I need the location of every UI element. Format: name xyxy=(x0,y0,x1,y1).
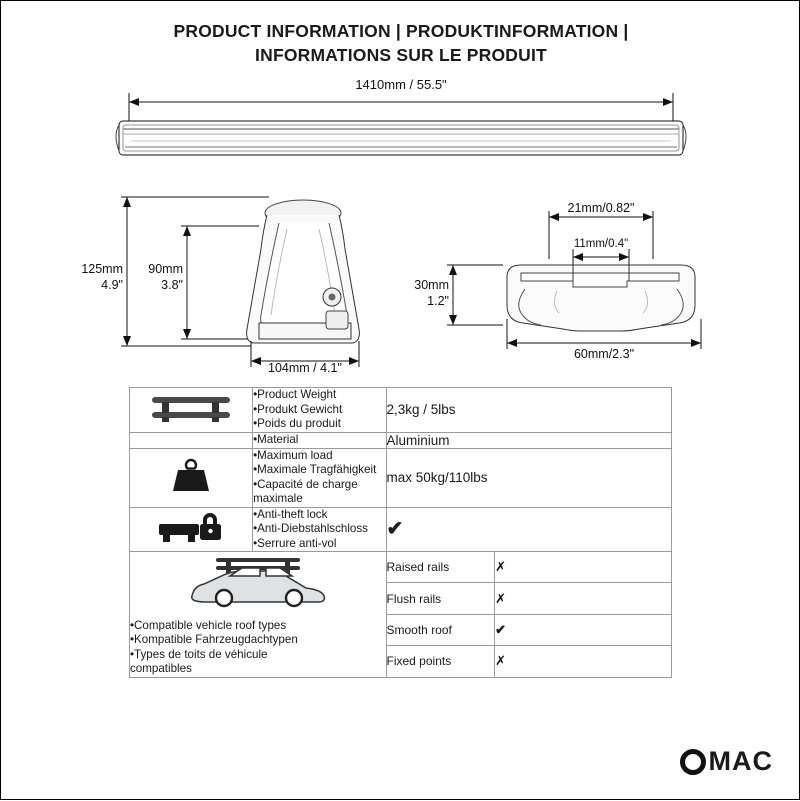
lock-icon xyxy=(130,507,253,552)
table-row xyxy=(130,432,672,448)
car-with-rack-icon xyxy=(178,552,338,608)
table-row xyxy=(130,388,672,433)
weight-value: 2,3kg / 5lbs xyxy=(386,388,672,433)
label-line: •Types de toits de véhicule xyxy=(130,647,268,661)
lock-labels xyxy=(253,507,386,552)
label-line: •Serrure anti-vol xyxy=(253,536,337,550)
dim-profile-top-slot: 21mm/0.82" xyxy=(567,201,635,215)
dim-profile-width: 60mm/2.3" xyxy=(573,347,635,361)
label-line: •Compatible vehicle roof types xyxy=(130,618,287,632)
page-title-line2: INFORMATIONS SUR LE PRODUIT xyxy=(255,45,547,65)
label-line: •Maximale Tragfähigkeit xyxy=(253,463,377,476)
dim-profile-height-in: 1.2" xyxy=(427,294,449,308)
roof-bars-icon xyxy=(130,388,253,433)
dim-bar-length: 1410mm / 55.5" xyxy=(355,77,447,92)
dim-profile-height-mm: 30mm xyxy=(414,278,449,292)
material-labels xyxy=(253,432,386,448)
roof-type-name: Fixed points xyxy=(386,646,495,677)
page-title-line1: PRODUCT INFORMATION | PRODUKTINFORMATION | xyxy=(173,21,629,41)
roof-type-mark: ✗ xyxy=(495,583,672,614)
logo-o-icon xyxy=(680,749,706,775)
table-row xyxy=(130,507,672,552)
lock-value: ✔ xyxy=(386,507,672,552)
max-load-labels xyxy=(253,448,386,507)
dim-height-inner-in: 3.8" xyxy=(161,278,183,292)
roof-type-name: Raised rails xyxy=(386,552,495,583)
label-line: •Produkt Gewicht xyxy=(253,402,343,416)
roof-types-cell xyxy=(130,552,387,678)
label-line: •Poids du produit xyxy=(253,417,341,430)
page-title xyxy=(1,19,800,67)
weight-labels xyxy=(253,388,386,433)
label-line: •Product Weight xyxy=(253,388,337,401)
label-line: •Kompatible Fahrzeugdachtypen xyxy=(130,633,298,646)
label-line: compatibles xyxy=(130,662,192,675)
roof-type-mark: ✗ xyxy=(495,552,672,583)
dim-profile-inner-slot: 11mm/0.4" xyxy=(573,238,629,250)
roof-type-mark: ✗ xyxy=(495,646,672,677)
dim-height-total-in: 4.9" xyxy=(101,278,123,292)
dim-height-inner-mm: 90mm xyxy=(148,262,183,276)
weight-icon xyxy=(130,448,253,507)
dim-foot-width: 104mm / 4.1" xyxy=(268,361,342,375)
roof-type-mark: ✔ xyxy=(495,614,672,645)
dim-height-total-mm: 125mm xyxy=(81,262,123,276)
label-line: •Capacité de charge maximale xyxy=(253,477,358,505)
label-line: •Material xyxy=(253,432,299,446)
material-icon-empty xyxy=(130,432,253,448)
table-row xyxy=(130,448,672,507)
specification-table xyxy=(129,387,672,678)
table-row xyxy=(130,552,672,583)
roof-type-name: Smooth roof xyxy=(386,614,495,645)
max-load-value: max 50kg/110lbs xyxy=(386,448,672,507)
label-line: •Anti-Diebstahlschloss xyxy=(253,522,368,535)
material-value: Aluminium xyxy=(386,432,672,448)
label-line: •Maximum load xyxy=(253,448,333,462)
roof-type-name: Flush rails xyxy=(386,583,495,614)
omac-logo xyxy=(680,746,774,777)
logo-text: MAC xyxy=(708,746,773,776)
label-line: •Anti-theft lock xyxy=(253,507,328,521)
